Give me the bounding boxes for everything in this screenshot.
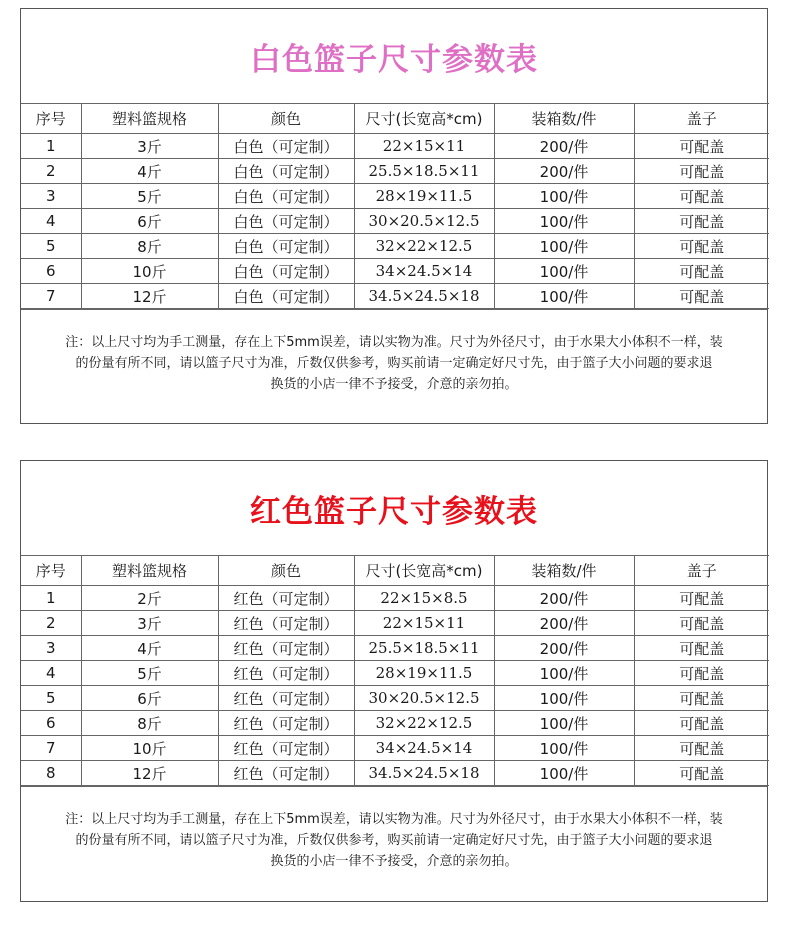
col-header-lid: 盖子 xyxy=(634,556,769,586)
cell-index: 6 xyxy=(21,259,81,284)
cell-lid: 可配盖 xyxy=(634,661,769,686)
table-header-row xyxy=(21,104,769,134)
cell-size: 25.5×18.5×11 xyxy=(354,159,494,184)
cell-lid: 可配盖 xyxy=(634,611,769,636)
cell-packing: 100/件 xyxy=(494,711,634,736)
cell-color: 白色（可定制） xyxy=(218,234,354,259)
cell-index: 1 xyxy=(21,134,81,159)
cell-color: 红色（可定制） xyxy=(218,661,354,686)
cell-size: 34.5×24.5×18 xyxy=(354,284,494,309)
table-row xyxy=(21,711,769,736)
cell-packing: 100/件 xyxy=(494,686,634,711)
cell-lid: 可配盖 xyxy=(634,284,769,309)
table-row xyxy=(21,686,769,711)
cell-packing: 100/件 xyxy=(494,184,634,209)
cell-lid: 可配盖 xyxy=(634,586,769,611)
cell-index: 1 xyxy=(21,586,81,611)
cell-spec: 8斤 xyxy=(81,234,218,259)
cell-packing: 100/件 xyxy=(494,661,634,686)
cell-index: 8 xyxy=(21,761,81,786)
white-spec-table xyxy=(21,103,769,309)
table-row xyxy=(21,159,769,184)
cell-spec: 5斤 xyxy=(81,184,218,209)
col-header-color: 颜色 xyxy=(218,556,354,586)
cell-color: 白色（可定制） xyxy=(218,209,354,234)
cell-size: 34.5×24.5×18 xyxy=(354,761,494,786)
col-header-size: 尺寸(长宽高*cm) xyxy=(354,104,494,134)
cell-lid: 可配盖 xyxy=(634,686,769,711)
cell-size: 28×19×11.5 xyxy=(354,184,494,209)
table-row xyxy=(21,259,769,284)
cell-packing: 100/件 xyxy=(494,761,634,786)
cell-color: 白色（可定制） xyxy=(218,259,354,284)
cell-lid: 可配盖 xyxy=(634,184,769,209)
cell-spec: 8斤 xyxy=(81,711,218,736)
table-row xyxy=(21,636,769,661)
red-basket-panel xyxy=(20,460,768,902)
cell-color: 红色（可定制） xyxy=(218,611,354,636)
cell-spec: 12斤 xyxy=(81,761,218,786)
col-header-lid: 盖子 xyxy=(634,104,769,134)
col-header-size: 尺寸(长宽高*cm) xyxy=(354,556,494,586)
cell-index: 3 xyxy=(21,636,81,661)
cell-spec: 6斤 xyxy=(81,209,218,234)
cell-size: 32×22×12.5 xyxy=(354,234,494,259)
note-line: 注：以上尺寸均为手工测量，存在上下5mm误差，请以实物为准。尺寸为外径尺寸，由于水果大小体积不一样，装 xyxy=(65,335,723,350)
table-row xyxy=(21,586,769,611)
cell-color: 白色（可定制） xyxy=(218,159,354,184)
col-header-spec: 塑料篮规格 xyxy=(81,556,218,586)
cell-index: 2 xyxy=(21,611,81,636)
cell-lid: 可配盖 xyxy=(634,209,769,234)
cell-packing: 100/件 xyxy=(494,259,634,284)
table-row xyxy=(21,234,769,259)
cell-packing: 100/件 xyxy=(494,284,634,309)
cell-packing: 100/件 xyxy=(494,209,634,234)
cell-spec: 3斤 xyxy=(81,134,218,159)
table-row xyxy=(21,736,769,761)
cell-size: 34×24.5×14 xyxy=(354,736,494,761)
cell-color: 红色（可定制） xyxy=(218,711,354,736)
cell-lid: 可配盖 xyxy=(634,234,769,259)
cell-index: 5 xyxy=(21,234,81,259)
white-table-note xyxy=(21,309,767,395)
cell-lid: 可配盖 xyxy=(634,736,769,761)
table-row xyxy=(21,134,769,159)
cell-packing: 200/件 xyxy=(494,586,634,611)
col-header-index: 序号 xyxy=(21,104,81,134)
cell-spec: 3斤 xyxy=(81,611,218,636)
cell-color: 红色（可定制） xyxy=(218,586,354,611)
cell-index: 2 xyxy=(21,159,81,184)
col-header-spec: 塑料篮规格 xyxy=(81,104,218,134)
note-line: 的份量有所不同，请以篮子尺寸为准，斤数仅供参考，购买前请一定确定好尺寸先，由于篮子大小问题的要求退 xyxy=(75,833,713,848)
cell-index: 7 xyxy=(21,736,81,761)
table-row xyxy=(21,184,769,209)
cell-color: 红色（可定制） xyxy=(218,686,354,711)
cell-spec: 4斤 xyxy=(81,636,218,661)
cell-packing: 100/件 xyxy=(494,234,634,259)
cell-size: 30×20.5×12.5 xyxy=(354,686,494,711)
cell-color: 白色（可定制） xyxy=(218,284,354,309)
cell-size: 34×24.5×14 xyxy=(354,259,494,284)
red-table-title: 红色篮子尺寸参数表 xyxy=(250,493,538,530)
note-line: 换货的小店一律不予接受，介意的亲勿拍。 xyxy=(270,377,518,392)
cell-size: 22×15×11 xyxy=(354,611,494,636)
cell-spec: 10斤 xyxy=(81,259,218,284)
cell-lid: 可配盖 xyxy=(634,134,769,159)
cell-packing: 100/件 xyxy=(494,736,634,761)
red-spec-table xyxy=(21,555,769,786)
cell-color: 红色（可定制） xyxy=(218,636,354,661)
cell-packing: 200/件 xyxy=(494,159,634,184)
cell-size: 25.5×18.5×11 xyxy=(354,636,494,661)
cell-spec: 4斤 xyxy=(81,159,218,184)
cell-index: 4 xyxy=(21,661,81,686)
table-row xyxy=(21,761,769,786)
cell-spec: 5斤 xyxy=(81,661,218,686)
cell-packing: 200/件 xyxy=(494,134,634,159)
cell-index: 5 xyxy=(21,686,81,711)
table-row xyxy=(21,209,769,234)
col-header-packing: 装箱数/件 xyxy=(494,556,634,586)
cell-color: 白色（可定制） xyxy=(218,184,354,209)
cell-size: 30×20.5×12.5 xyxy=(354,209,494,234)
cell-lid: 可配盖 xyxy=(634,259,769,284)
cell-index: 4 xyxy=(21,209,81,234)
table-header-row xyxy=(21,556,769,586)
cell-color: 红色（可定制） xyxy=(218,761,354,786)
table-row xyxy=(21,611,769,636)
cell-packing: 200/件 xyxy=(494,636,634,661)
cell-lid: 可配盖 xyxy=(634,159,769,184)
white-table-title: 白色篮子尺寸参数表 xyxy=(250,41,538,78)
col-header-color: 颜色 xyxy=(218,104,354,134)
red-table-note xyxy=(21,786,767,872)
cell-lid: 可配盖 xyxy=(634,711,769,736)
col-header-packing: 装箱数/件 xyxy=(494,104,634,134)
cell-index: 3 xyxy=(21,184,81,209)
cell-spec: 12斤 xyxy=(81,284,218,309)
cell-color: 白色（可定制） xyxy=(218,134,354,159)
cell-size: 32×22×12.5 xyxy=(354,711,494,736)
cell-index: 7 xyxy=(21,284,81,309)
white-basket-panel xyxy=(20,8,768,424)
col-header-index: 序号 xyxy=(21,556,81,586)
note-line: 换货的小店一律不予接受，介意的亲勿拍。 xyxy=(270,854,518,869)
note-line: 注：以上尺寸均为手工测量，存在上下5mm误差，请以实物为准。尺寸为外径尺寸，由于水果大小体积不一样，装 xyxy=(65,812,723,827)
cell-color: 红色（可定制） xyxy=(218,736,354,761)
cell-size: 22×15×11 xyxy=(354,134,494,159)
cell-spec: 10斤 xyxy=(81,736,218,761)
cell-index: 6 xyxy=(21,711,81,736)
cell-lid: 可配盖 xyxy=(634,761,769,786)
cell-packing: 200/件 xyxy=(494,611,634,636)
cell-lid: 可配盖 xyxy=(634,636,769,661)
cell-size: 22×15×8.5 xyxy=(354,586,494,611)
note-line: 的份量有所不同，请以篮子尺寸为准，斤数仅供参考，购买前请一定确定好尺寸先，由于篮子大小问题的要求退 xyxy=(75,356,713,371)
cell-size: 28×19×11.5 xyxy=(354,661,494,686)
cell-spec: 6斤 xyxy=(81,686,218,711)
table-row xyxy=(21,661,769,686)
table-row xyxy=(21,284,769,309)
cell-spec: 2斤 xyxy=(81,586,218,611)
